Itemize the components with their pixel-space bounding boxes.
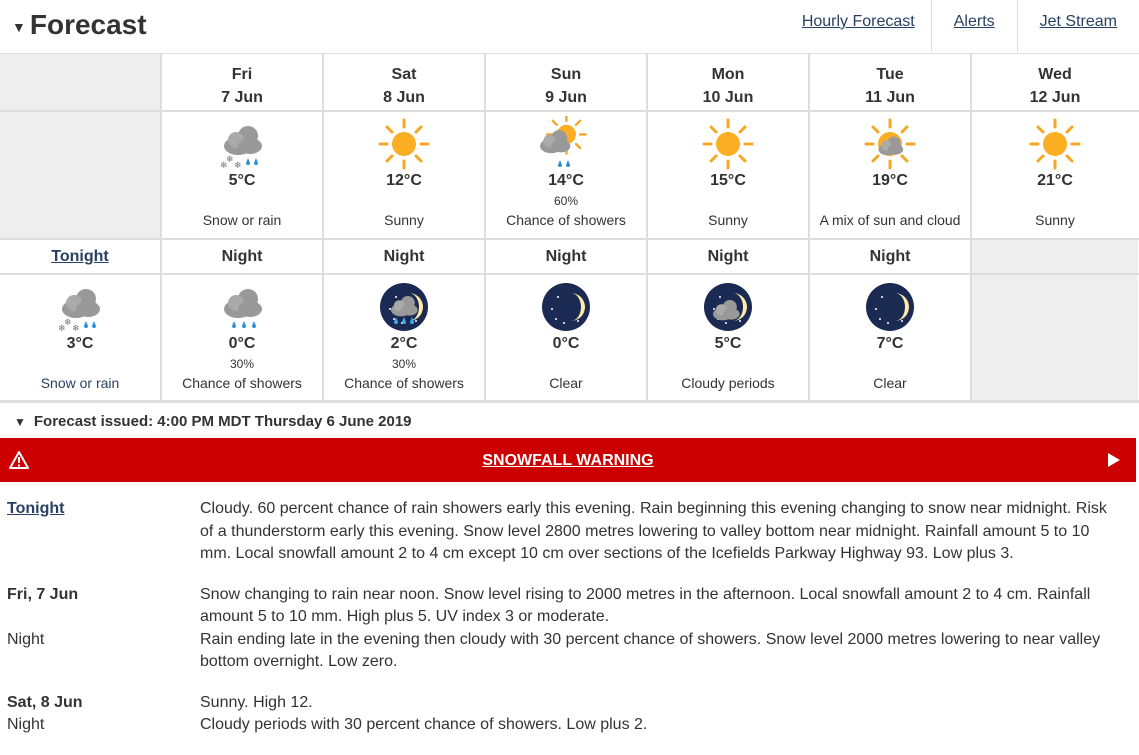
night-forecast-cell bbox=[810, 275, 972, 400]
night-label-cell bbox=[486, 240, 648, 273]
day-condition: Snow or rain bbox=[202, 212, 282, 228]
night-temperature: 0°C bbox=[228, 335, 256, 352]
day-name: Tue bbox=[876, 66, 904, 83]
day-forecast-cell bbox=[324, 112, 486, 238]
empty-cell bbox=[0, 112, 162, 238]
day-forecast-cell bbox=[972, 112, 1138, 238]
collapse-caret-icon[interactable]: ▼ bbox=[14, 415, 26, 429]
tonight-link[interactable]: Tonight bbox=[51, 248, 109, 265]
alerts-link[interactable]: Alerts bbox=[931, 0, 1017, 52]
detail-text: Rain ending late in the evening then cloudy with 30 percent chance of showers. Snow level 2000 metres lowering to near valley bottom overnight. Low zero. bbox=[200, 630, 1101, 670]
forecast-header bbox=[0, 0, 1139, 54]
day-temperature: 15°C bbox=[710, 172, 746, 189]
svg-text:❄: ❄ bbox=[58, 324, 66, 334]
date-cell bbox=[162, 54, 324, 110]
sun-cloud-rain-icon bbox=[538, 116, 594, 172]
night-temperature: 3°C bbox=[66, 335, 94, 352]
night-forecast-cell bbox=[0, 275, 162, 400]
moon-clear-icon bbox=[862, 279, 918, 335]
moon-rain-icon bbox=[376, 279, 432, 335]
night-precip-probability: 30% bbox=[229, 357, 255, 371]
rain-cloud-icon bbox=[214, 279, 270, 335]
detail-text: Sunny. High 12. bbox=[200, 693, 313, 711]
detail-row bbox=[0, 498, 1139, 566]
svg-text:❄: ❄ bbox=[220, 161, 228, 171]
empty-cell bbox=[0, 54, 162, 110]
day-forecast-cell bbox=[648, 112, 810, 238]
detail-text: Snow changing to rain near noon. Snow level rising to 2000 metres in the afternoon. Local snowfall amount 2 to 4 cm. Rainfall amount 5 to 10 mm. High plus 5. UV index 3 or moderate. bbox=[200, 585, 1091, 625]
dates-row bbox=[0, 54, 1139, 112]
day-name: Fri bbox=[231, 66, 253, 83]
forecast-grid bbox=[0, 54, 1139, 403]
day-condition: Sunny bbox=[708, 212, 748, 228]
night-condition: Chance of showers bbox=[182, 375, 302, 391]
night-temperature: 0°C bbox=[552, 335, 580, 352]
night-label-cell bbox=[0, 240, 162, 273]
date-cell bbox=[324, 54, 486, 110]
empty-cell bbox=[972, 275, 1138, 400]
date-cell bbox=[972, 54, 1138, 110]
empty-cell bbox=[972, 240, 1138, 273]
expand-arrow-icon[interactable] bbox=[1108, 453, 1120, 467]
day-temperature: 14°C bbox=[548, 172, 584, 189]
night-label-cell bbox=[810, 240, 972, 273]
date-cell bbox=[648, 54, 810, 110]
day-date: 12 Jun bbox=[1029, 89, 1081, 106]
night-label: Night bbox=[707, 248, 749, 265]
jet-stream-link[interactable]: Jet Stream bbox=[1017, 0, 1139, 52]
day-precip-probability: 60% bbox=[553, 194, 579, 208]
night-temperature: 2°C bbox=[390, 335, 418, 352]
detailed-forecast bbox=[0, 498, 1139, 737]
day-temperature: 5°C bbox=[228, 172, 256, 189]
day-condition: Sunny bbox=[1035, 212, 1075, 228]
snow-rain-icon bbox=[214, 116, 270, 172]
detail-row bbox=[0, 584, 1139, 629]
night-condition: Clear bbox=[549, 375, 583, 391]
night-temperature: 5°C bbox=[714, 335, 742, 352]
day-forecast-cell bbox=[162, 112, 324, 238]
detail-label: Night bbox=[7, 630, 45, 648]
date-cell bbox=[486, 54, 648, 110]
detail-row bbox=[0, 714, 1139, 737]
night-forecast-row bbox=[0, 275, 1139, 403]
night-forecast-cell bbox=[648, 275, 810, 400]
collapse-caret-icon[interactable]: ▼ bbox=[12, 18, 26, 35]
detail-row bbox=[0, 692, 1139, 715]
night-condition: Clear bbox=[873, 375, 907, 391]
detail-label-link[interactable]: Tonight bbox=[7, 500, 65, 517]
header-links bbox=[784, 0, 1139, 52]
night-condition: Snow or rain bbox=[40, 375, 120, 391]
night-temperature: 7°C bbox=[876, 335, 904, 352]
day-condition: Sunny bbox=[384, 212, 424, 228]
svg-text:❄: ❄ bbox=[64, 318, 72, 328]
day-name: Mon bbox=[711, 66, 745, 83]
sun-icon bbox=[1027, 116, 1083, 172]
night-label-cell bbox=[648, 240, 810, 273]
detail-row bbox=[0, 629, 1139, 674]
day-date: 10 Jun bbox=[702, 89, 754, 106]
day-date: 7 Jun bbox=[221, 89, 263, 106]
day-temperature: 21°C bbox=[1037, 172, 1073, 189]
night-label-cell bbox=[162, 240, 324, 273]
night-forecast-cell bbox=[486, 275, 648, 400]
snow-rain-icon bbox=[52, 279, 108, 335]
night-forecast-cell bbox=[162, 275, 324, 400]
day-date: 9 Jun bbox=[545, 89, 587, 106]
night-precip-probability: 30% bbox=[391, 357, 417, 371]
detail-label: Fri, 7 Jun bbox=[7, 585, 79, 603]
night-label: Night bbox=[221, 248, 263, 265]
sun-icon bbox=[376, 116, 432, 172]
day-forecast-row bbox=[0, 112, 1139, 240]
page-title[interactable] bbox=[12, 9, 147, 41]
night-label: Night bbox=[383, 248, 425, 265]
issued-text: Forecast issued: 4:00 PM MDT Thursday 6 June 2019 bbox=[33, 413, 412, 430]
day-name: Sat bbox=[391, 66, 417, 83]
moon-cloud-icon bbox=[700, 279, 756, 335]
night-forecast-cell bbox=[324, 275, 486, 400]
night-label: Night bbox=[545, 248, 587, 265]
night-label: Night bbox=[869, 248, 911, 265]
night-condition: Chance of showers bbox=[344, 375, 464, 391]
date-cell bbox=[810, 54, 972, 110]
day-name: Sun bbox=[550, 66, 582, 83]
warning-banner[interactable] bbox=[0, 438, 1136, 482]
detail-label: Night bbox=[7, 716, 45, 733]
sun-icon bbox=[700, 116, 756, 172]
detail-label: Sat, 8 Jun bbox=[7, 693, 83, 711]
day-condition: Chance of showers bbox=[506, 212, 626, 228]
day-date: 8 Jun bbox=[383, 89, 425, 106]
title-text: Forecast bbox=[29, 9, 147, 40]
moon-clear-icon bbox=[538, 279, 594, 335]
warning-link[interactable]: SNOWFALL WARNING bbox=[482, 452, 654, 469]
detail-text: Cloudy. 60 percent chance of rain showers early this evening. Rain beginning this evening changing to snow near midnight. Risk of a thunderstorm early this evening. Snow level 2800 metres lowering to valley bottom near midnight. Rainfall amount 5 to 10 mm. Local snowfall amount 2 to 4 cm except 10 cm over sections of the Icefields Parkway Highway 93. Low plus 3. bbox=[200, 500, 1107, 562]
night-labels-row bbox=[0, 240, 1139, 275]
day-temperature: 19°C bbox=[872, 172, 908, 189]
svg-text:❄: ❄ bbox=[234, 161, 242, 171]
svg-text:❄: ❄ bbox=[226, 155, 234, 165]
day-forecast-cell bbox=[810, 112, 972, 238]
day-condition: A mix of sun and cloud bbox=[819, 212, 961, 228]
day-forecast-cell bbox=[486, 112, 648, 238]
hourly-forecast-link[interactable]: Hourly Forecast bbox=[801, 13, 915, 30]
night-label-cell bbox=[324, 240, 486, 273]
night-condition: Cloudy periods bbox=[681, 375, 775, 391]
day-temperature: 12°C bbox=[386, 172, 422, 189]
day-date: 11 Jun bbox=[865, 89, 915, 106]
forecast-issued[interactable] bbox=[0, 405, 1139, 437]
detail-text: Cloudy periods with 30 percent chance of showers. Low plus 2. bbox=[200, 716, 648, 733]
svg-text:❄: ❄ bbox=[72, 324, 80, 334]
sun-cloud-icon bbox=[862, 116, 918, 172]
day-name: Wed bbox=[1038, 66, 1072, 83]
